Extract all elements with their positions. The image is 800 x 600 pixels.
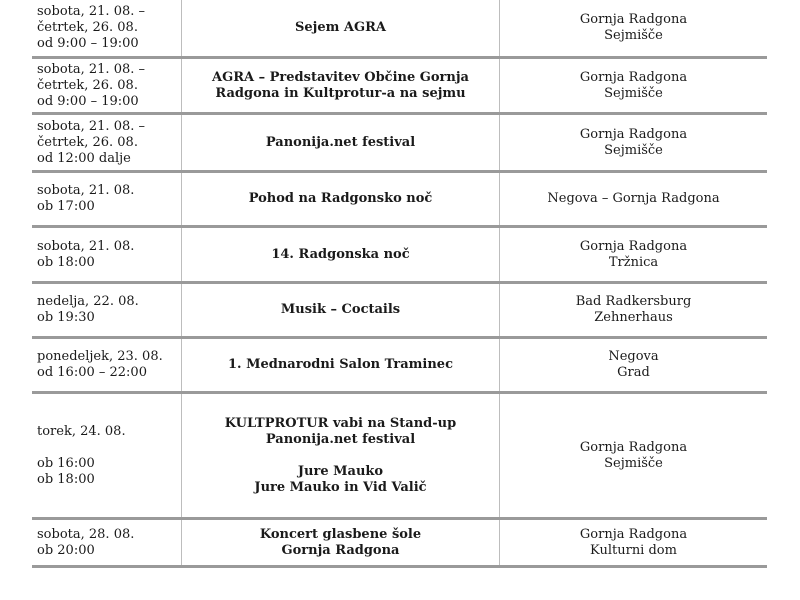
location-line: Gornja Radgona	[579, 69, 688, 85]
event-performer: Jure Mauko	[297, 463, 384, 479]
date-line: od 9:00 – 19:00	[37, 36, 139, 51]
event-title: AGRA – Predstavitev Občine Gornja	[212, 69, 469, 85]
date-line: sobota, 21. 08.	[37, 238, 135, 254]
location-line: Gornja Radgona	[579, 526, 688, 542]
event-performer: Jure Mauko in Vid Valič	[254, 479, 427, 495]
date-line: ob 18:00	[37, 254, 95, 270]
location-line: Tržnica	[608, 254, 659, 270]
date-line: torek, 24. 08.	[37, 423, 126, 439]
table-row	[32, 339, 767, 394]
date-line: sobota, 21. 08.	[37, 183, 135, 198]
date-cell	[32, 59, 182, 112]
date-line: sobota, 21. 08. –	[37, 4, 145, 19]
table-row	[32, 115, 767, 173]
date-line: četrtek, 26. 08.	[37, 134, 138, 150]
date-line: ponedeljek, 23. 08.	[37, 349, 163, 364]
event-title: Sejem AGRA	[295, 20, 386, 35]
table-row	[32, 228, 767, 284]
location-line: Sejmišče	[604, 142, 663, 158]
date-line: ob 16:00	[37, 455, 95, 471]
event-title: 1. Mednarodni Salon Traminec	[228, 357, 453, 372]
location-cell	[500, 59, 767, 112]
location-line: Gornja Radgona	[579, 126, 688, 142]
location-cell	[500, 173, 767, 225]
location-line: Grad	[617, 365, 650, 380]
location-cell	[500, 394, 767, 517]
event-title: KULTPROTUR vabi na Stand-up	[224, 415, 457, 431]
date-line: ob 18:00	[37, 471, 95, 487]
date-line: četrtek, 26. 08.	[37, 20, 138, 35]
date-line: ob 20:00	[37, 542, 95, 558]
event-cell	[182, 173, 500, 225]
location-line: Kulturni dom	[590, 542, 677, 558]
date-line: od 9:00 – 19:00	[37, 93, 139, 109]
location-cell	[500, 228, 767, 281]
event-cell	[182, 394, 500, 517]
event-title: Musik – Coctails	[280, 302, 401, 317]
location-cell	[500, 520, 767, 565]
date-line: od 12:00 dalje	[37, 150, 131, 166]
location-line: Bad Radkersburg	[575, 294, 692, 309]
event-title: Panonija.net festival	[265, 431, 416, 447]
date-line: sobota, 28. 08.	[37, 526, 135, 542]
date-cell	[32, 228, 182, 281]
event-title: Gornja Radgona	[281, 542, 400, 558]
date-line: četrtek, 26. 08.	[37, 77, 138, 93]
date-cell	[32, 115, 182, 170]
location-cell	[500, 0, 767, 56]
event-cell	[182, 0, 500, 56]
date-line: od 16:00 – 22:00	[37, 365, 147, 380]
event-cell	[182, 59, 500, 112]
location-line: Sejmišče	[604, 455, 663, 471]
event-title: Panonija.net festival	[265, 134, 416, 150]
event-title: Pohod na Radgonsko noč	[248, 191, 433, 206]
date-cell	[32, 520, 182, 565]
table-row	[32, 59, 767, 115]
event-cell	[182, 520, 500, 565]
event-title: 14. Radgonska noč	[271, 246, 410, 262]
location-line: Sejmišče	[604, 85, 663, 101]
location-cell	[500, 115, 767, 170]
event-cell	[182, 228, 500, 281]
table-row	[32, 173, 767, 228]
date-cell	[32, 339, 182, 391]
date-line: sobota, 21. 08. –	[37, 61, 145, 77]
event-title: Radgona in Kultprotur-a na sejmu	[215, 85, 466, 101]
location-line: Sejmišče	[604, 28, 663, 43]
event-schedule-table	[32, 0, 767, 568]
table-row	[32, 520, 767, 568]
location-line: Gornja Radgona	[579, 439, 688, 455]
date-cell	[32, 173, 182, 225]
event-title: Koncert glasbene šole	[259, 526, 422, 542]
date-cell	[32, 284, 182, 336]
event-cell	[182, 115, 500, 170]
location-line: Negova	[608, 349, 659, 364]
date-line: sobota, 21. 08. –	[37, 118, 145, 134]
table-row	[32, 284, 767, 339]
table-row	[32, 394, 767, 520]
date-cell	[32, 0, 182, 56]
event-cell	[182, 284, 500, 336]
date-line: nedelja, 22. 08.	[37, 294, 139, 309]
date-line: ob 17:00	[37, 199, 95, 214]
event-cell	[182, 339, 500, 391]
date-line: ob 19:30	[37, 310, 95, 325]
location-cell	[500, 339, 767, 391]
location-line: Gornja Radgona	[579, 12, 688, 27]
date-cell	[32, 394, 182, 517]
table-row	[32, 0, 767, 59]
location-cell	[500, 284, 767, 336]
location-line: Negova – Gornja Radgona	[547, 191, 720, 206]
location-line: Zehnerhaus	[594, 310, 673, 325]
location-line: Gornja Radgona	[579, 238, 688, 254]
